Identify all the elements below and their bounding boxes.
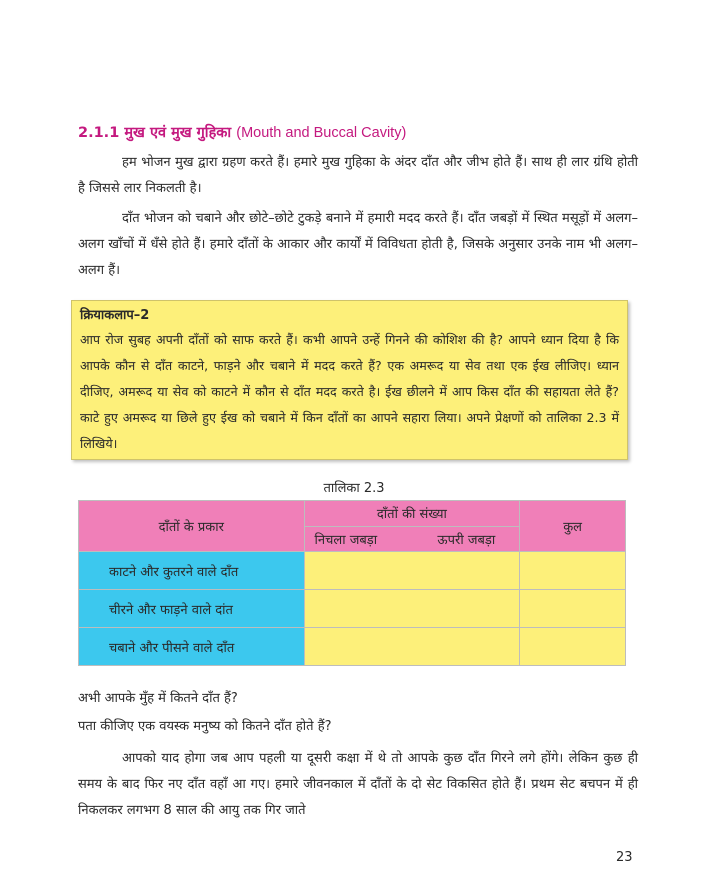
cell-count	[304, 628, 520, 666]
activity-text: आप रोज सुबह अपनी दाँतों को साफ करते हैं। कभी आपने उन्हें गिनने की कोशिश की है? आपने ध्यान दिया है कि आपके कौन से दाँत काटने, फाड़ने और चबाने में मदद करते हैं? एक अमरूद या सेव तथा एक ईख लीजिए। ध्यान दीजिए, अमरूद या सेव को काटने में कौन से दाँत मदद करते है। ईख छीलने में आप किस दाँत की सहायता लेते हैं? काटे हुए अमरूद या छिले हुए ईख को चबाने में किन दाँतों का आपने सहारा लिया। अपने प्रेक्षणों को तालिका 2.3 में लिखिये।	[80, 332, 619, 451]
question-2: पता कीजिए एक वयस्क मनुष्य को कितने दाँत होते हैं?	[78, 719, 332, 734]
cell-total	[520, 590, 626, 628]
header-jaw-subcolumns	[304, 526, 520, 552]
table-row	[79, 552, 626, 590]
row-label: चबाने और पीसने वाले दाँत	[79, 628, 305, 666]
section-number: 2.1.1	[78, 125, 120, 141]
header-teeth-count: दाँतों की संख्या	[304, 501, 520, 527]
header-total: कुल	[520, 501, 626, 552]
cell-count	[304, 552, 520, 590]
section-heading	[78, 122, 406, 142]
cell-total	[520, 552, 626, 590]
cell-total	[520, 628, 626, 666]
page-number: 23	[616, 850, 633, 865]
row-label: काटने और कुतरने वाले दाँत	[79, 552, 305, 590]
section-title-hindi: मुख एवं मुख गुहिका	[124, 125, 232, 141]
header-upper-jaw: ऊपरी जबड़ा	[437, 532, 496, 548]
activity-title: क्रियाकलाप–2	[80, 308, 150, 323]
paragraph-1: हम भोजन मुख द्वारा ग्रहण करते हैं। हमारे मुख गुहिका के अंदर दाँत और जीभ होते हैं। साथ ही लार ग्रंथि होती है जिससे लार निकलती है।	[78, 155, 638, 196]
table-row	[79, 590, 626, 628]
header-teeth-type: दाँतों के प्रकार	[79, 501, 305, 552]
question-1: अभी आपके मुँह में कितने दाँत हैं?	[78, 691, 238, 706]
table-row	[79, 628, 626, 666]
cell-count	[304, 590, 520, 628]
paragraph-2: दाँत भोजन को चबाने और छोटे–छोटे टुकड़े बनाने में हमारी मदद करते हैं। दाँत जबड़ों में स्थित मसूड़ों में अलग–अलग खाँचों में धँसे होते हैं। हमारे दाँतों के आकार और कार्यों में विविधता होती है, जिसके अनुसार उनके नाम भी अलग–अलग हैं।	[78, 211, 638, 278]
activity-box	[71, 300, 628, 460]
header-lower-jaw: निचला जबड़ा	[314, 532, 378, 548]
row-label: चीरने और फाड़ने वाले दांत	[79, 590, 305, 628]
teeth-table	[78, 500, 626, 666]
section-title-english: (Mouth and Buccal Cavity)	[236, 125, 407, 141]
table-caption: तालिका 2.3	[323, 481, 385, 496]
closing-paragraph: आपको याद होगा जब आप पहली या दूसरी कक्षा में थे तो आपके कुछ दाँत गिरने लगे होंगे। लेकिन कुछ ही समय के बाद फिर नए दाँत वहाँ आ गए। हमारे जीवनकाल में दाँतों के दो सेट विकसित होते हैं। प्रथम सेट बचपन में ही निकलकर लगभग 8 साल की आयु तक गिर जाते	[78, 751, 638, 818]
